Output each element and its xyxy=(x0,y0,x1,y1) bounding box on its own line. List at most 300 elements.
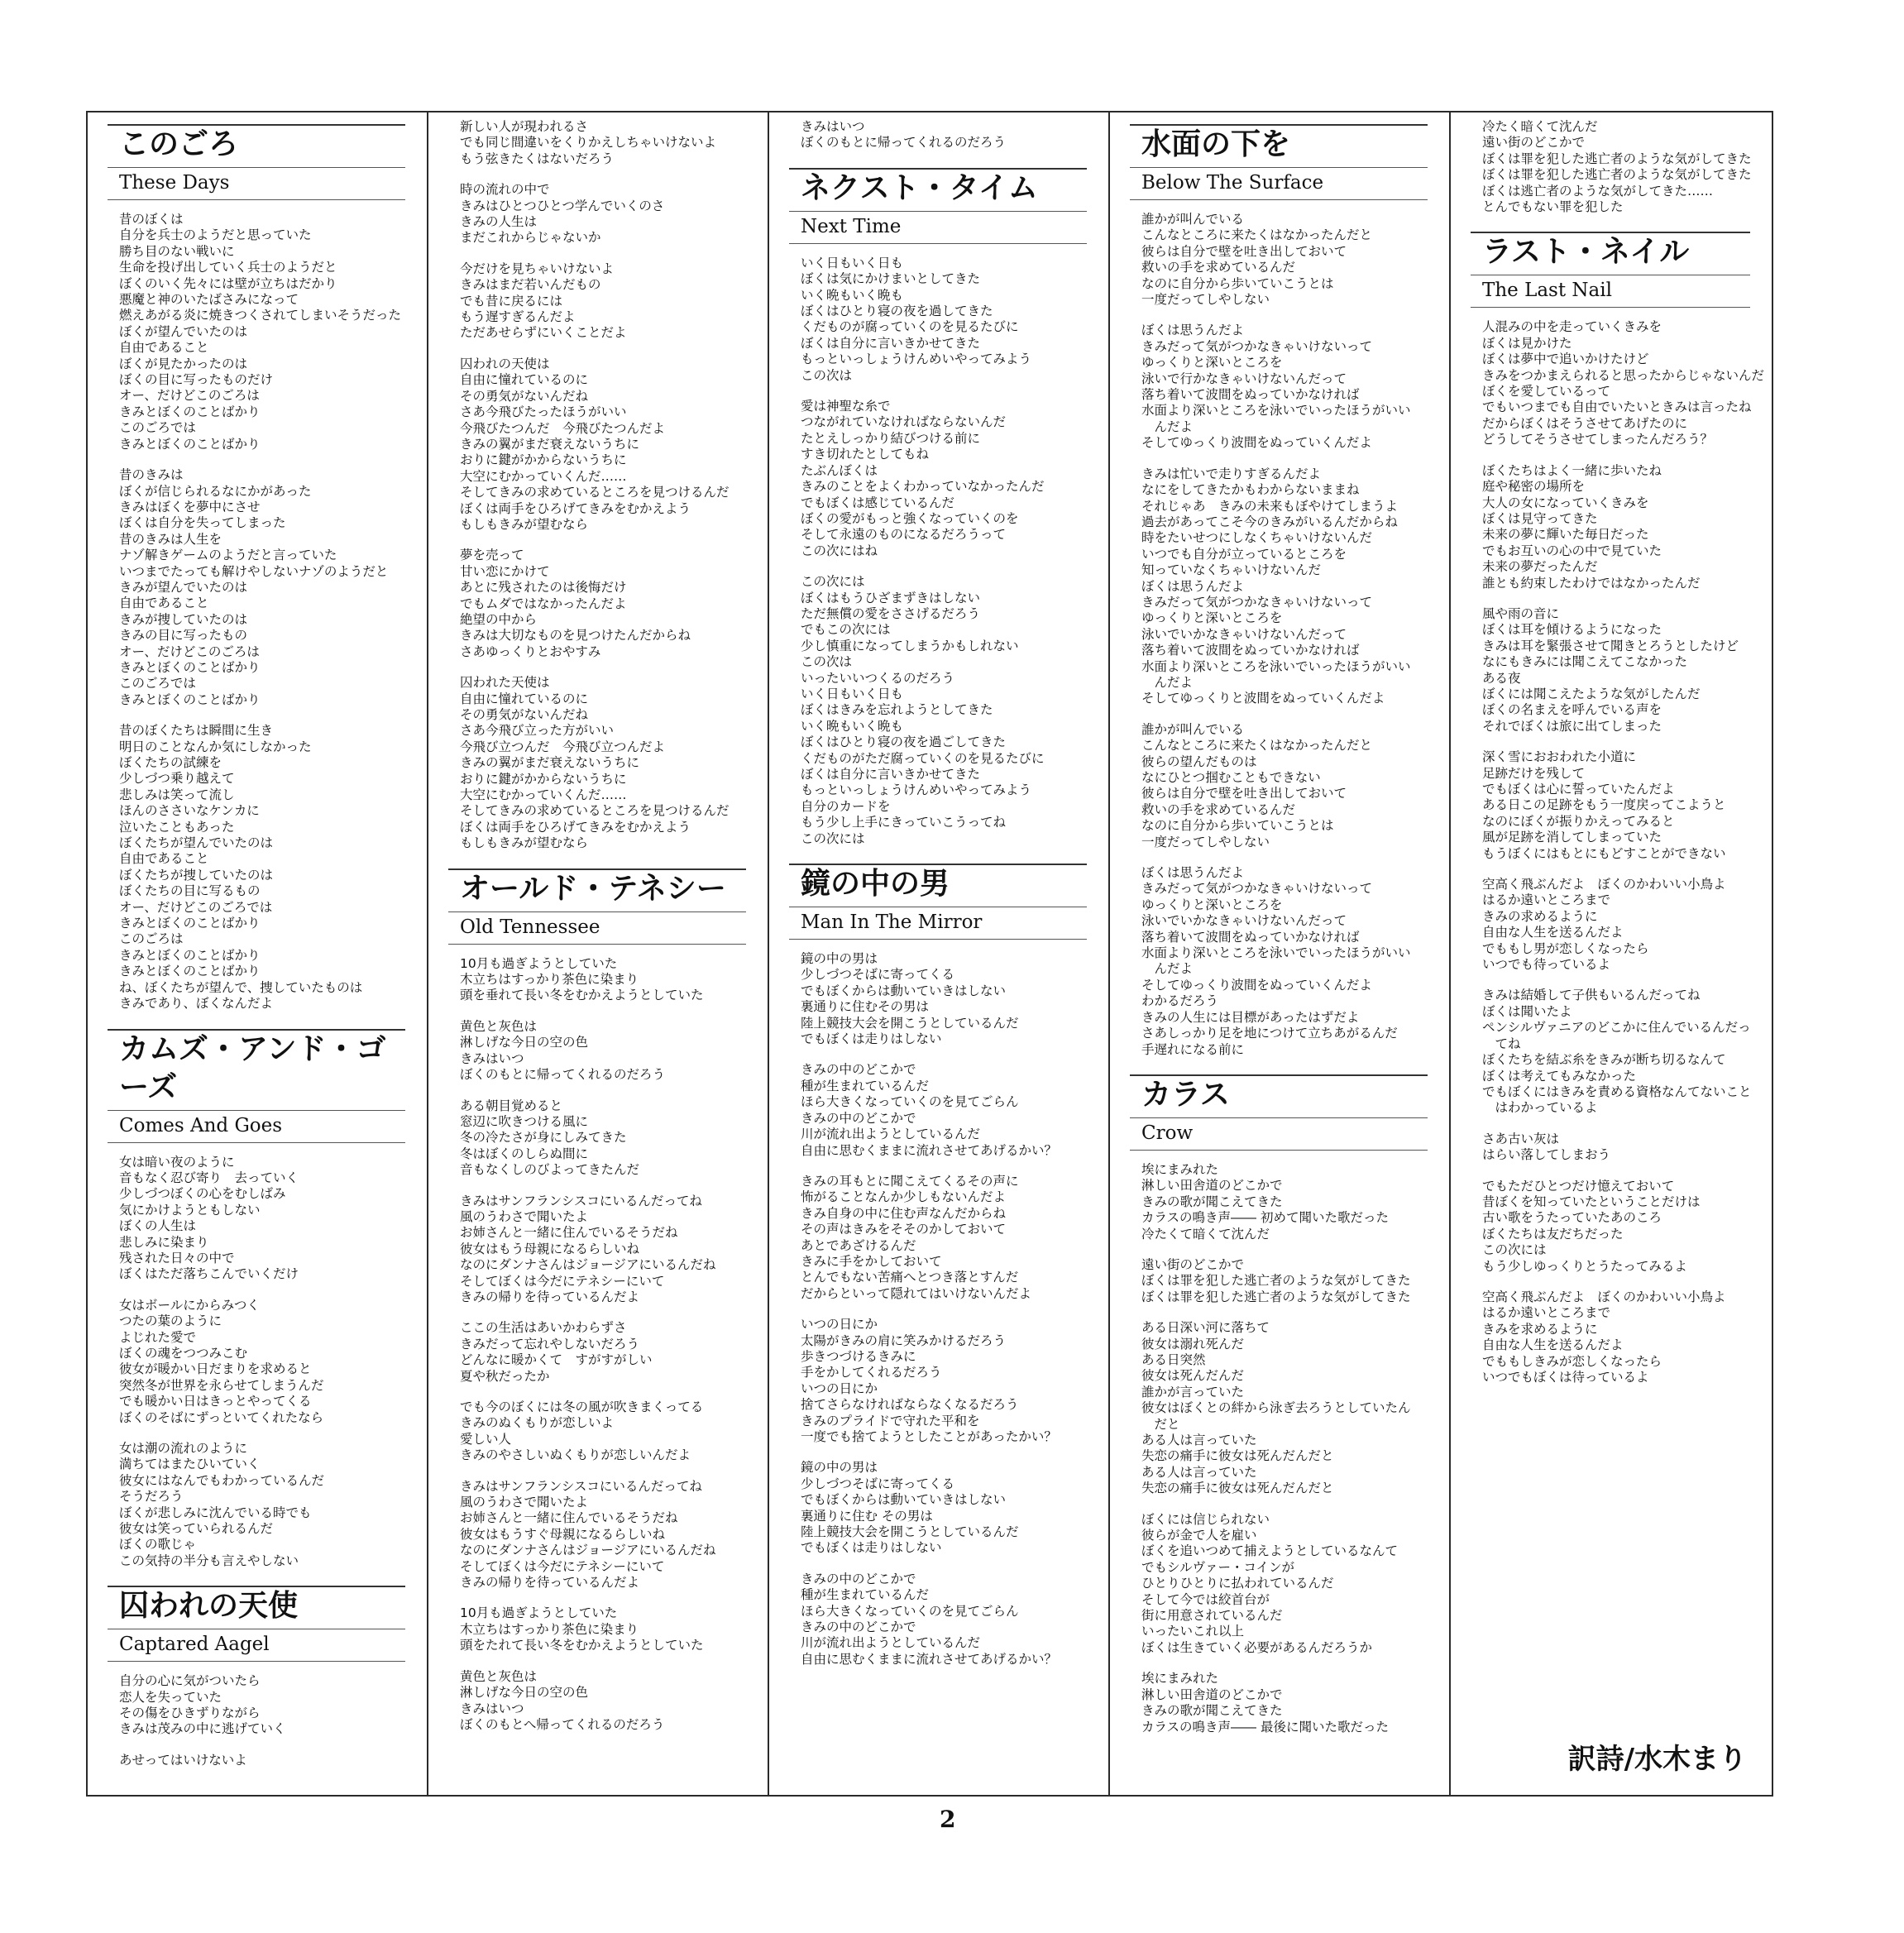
lyric-line: 淋しげな今日の空の色 xyxy=(460,1685,589,1701)
lyric-line: でもお互いの心の中で見ていた xyxy=(1482,543,1662,558)
lyric-line: 手遅れになる前に xyxy=(1141,1041,1245,1057)
lyric-line: でもシルヴァー・コインが xyxy=(1141,1559,1294,1575)
lyric-line: ぼくたちの試練を xyxy=(119,755,222,770)
lyric-line: 自分を兵士のようだと思っていた xyxy=(119,227,312,243)
lyric-line: 木立ちはすっかり茶色に染まり xyxy=(460,972,639,988)
lyric-line: きみの中のどこかで xyxy=(801,1620,916,1635)
lyric-line: ただあせらずにいくことだよ xyxy=(460,325,627,341)
lyric-line: とんでもない罪を犯した xyxy=(1482,199,1624,215)
lyric-line: その声はきみをそそのかしておいて xyxy=(801,1222,1007,1237)
verse xyxy=(119,1155,405,1283)
lyric-line: 泳いでいかなきゃいけないんだって xyxy=(1141,913,1347,929)
lyric-line: ぼくの名まえを呼んでいる声を xyxy=(1482,702,1662,718)
lyric-line: ある人は言っていた xyxy=(1141,1433,1257,1447)
lyric-line: 愛は神聖な糸で xyxy=(801,399,891,414)
lyric-line: ぼくはもうひざまずきはしない xyxy=(801,590,981,605)
lyric-line: 一度でも捨てようとしたことがあったかい？ xyxy=(801,1429,1057,1444)
lyric-line: 黄色と灰色は xyxy=(460,1668,538,1684)
lyric-line: ぼくが望んでいたのは xyxy=(119,323,248,339)
verse xyxy=(801,1062,1087,1158)
lyric-line: お姉さんと一緒に住んでいるそうだね xyxy=(460,1225,678,1241)
lyric-line: 自由に思むくままに流れさせてあげるかい？ xyxy=(801,1142,1058,1158)
lyric-line: いったいいつくるのだろう xyxy=(801,670,955,686)
lyric-line: その勇気がないんだね xyxy=(460,707,589,722)
lyric-line: そうだろう xyxy=(119,1489,184,1505)
lyric-line: きみの中のどこかで xyxy=(801,1062,916,1078)
lyric-line: なのにダンナさんはジョージアにいるんだね xyxy=(460,1257,716,1273)
verse xyxy=(460,956,746,1004)
lyric-line: ぼくは生きていく必要があるんだろうか xyxy=(1141,1639,1373,1655)
lyric-line: 残された日々の中で xyxy=(119,1250,235,1266)
lyric-line: 鏡の中の男は xyxy=(801,1460,878,1476)
lyric-line: ぼくは自分に言いきかせてきた xyxy=(801,767,981,782)
verse xyxy=(1141,323,1428,451)
lyric-line: そしてきみの求めているところを見つけるんだ xyxy=(460,485,730,500)
lyric-line: 種が生まれているんだ xyxy=(801,1078,930,1093)
lyric-line: きみは忙いで走りすぎるんだよ xyxy=(1141,466,1322,481)
lyric-line: 頭をたれて長い冬をむかえようとしていた xyxy=(460,1638,704,1653)
song-block xyxy=(448,868,746,1734)
song-title: オールド・テネシー xyxy=(448,868,746,911)
lyric-line: 手をかしてくれるだろう xyxy=(801,1365,942,1380)
lyric-line: ね、ぼくたちが望んで、捜していたものは xyxy=(119,979,363,995)
lyric-line: 落ち着いて波間をぬっていかなければ xyxy=(1141,387,1360,403)
lyric-line: きみはひとつひとつ学んでいくのさ xyxy=(460,198,665,213)
lyric-line: この次には xyxy=(1482,1242,1547,1258)
lyric-line: おりに鍵がかからないうちに xyxy=(460,452,627,468)
lyric-line: きみ自身の中に住む声なんだからね xyxy=(801,1205,1007,1221)
lyric-line: 自由な人生を送るんだよ xyxy=(1482,1337,1624,1353)
lyric-line: その傷をひきずりながら xyxy=(119,1706,261,1721)
lyric-line: 女は暗い夜のように xyxy=(119,1154,235,1170)
verse xyxy=(1482,119,1750,215)
lyric-line: 自由に憧れているのに xyxy=(460,372,589,388)
lyric-line: でも暖かい日はきっとやってくる xyxy=(119,1394,312,1409)
verse xyxy=(801,399,1087,559)
lyric-line: さあ今飛び立った方がいい xyxy=(460,723,615,739)
song-block xyxy=(108,124,405,1012)
lyric-line: 時の流れの中で xyxy=(460,182,550,198)
song-title: ラスト・ネイル xyxy=(1471,232,1750,275)
lyric-line: 夏や秋だったか xyxy=(460,1368,550,1384)
lyric-line: カラスの鳴き声―― 最後に聞いた歌だった xyxy=(1141,1719,1389,1734)
lyric-line: 自由に憧れているのに xyxy=(460,691,589,706)
lyric-line: 昔のぼくは xyxy=(119,212,184,227)
lyric-line: きみだって気がつかなきゃいけないって xyxy=(1141,338,1373,354)
lyrics-column xyxy=(428,112,769,1795)
song-title: カラス xyxy=(1130,1074,1428,1117)
verse xyxy=(460,261,746,342)
lyric-line: おりに鍵がかからないうちに xyxy=(460,771,627,787)
lyric-line: ある夜 xyxy=(1482,670,1521,686)
lyric-line: 自由であること xyxy=(119,596,209,611)
lyric-line: 淋しい田舎道のどこかで xyxy=(1141,1178,1283,1194)
lyric-line: 風が足跡を消してしまっていた xyxy=(1482,830,1662,845)
verse xyxy=(1141,1320,1428,1496)
song-english-title: Old Tennessee xyxy=(448,911,746,945)
lyric-line: きみとぼくのことばかり xyxy=(119,964,261,979)
lyric-line: 彼女はもうすぐ母親になるらしいね xyxy=(460,1526,666,1542)
lyric-line: それじゃあ きみの未来もぼやけてしまうよ xyxy=(1141,498,1399,514)
verse xyxy=(460,1019,746,1084)
lyric-line: ぼくたちを結ぶ糸をきみが断ち切るなんて xyxy=(1482,1052,1726,1068)
lyric-line: 冷たくて暗くて沈んだ xyxy=(1141,1226,1270,1242)
lyric-line: こんなところに来たくはなかったんだと xyxy=(1141,738,1373,754)
song-english-title: Man In The Mirror xyxy=(789,907,1087,940)
lyric-line: でもこの次には xyxy=(801,622,891,638)
lyric-line: ぼくたちの目に写るもの xyxy=(119,883,261,899)
lyric-line: きみとぼくのことばかり xyxy=(119,404,261,419)
song-english-title: Crow xyxy=(1130,1117,1428,1151)
lyric-line: 人混みの中を走っていくきみを xyxy=(1482,319,1662,335)
lyric-line: 誰かが叫んでいる xyxy=(1141,212,1245,227)
lyric-line: ぼくは罪を犯した逃亡者のような気がしてきた xyxy=(1141,1273,1411,1289)
lyric-line: 知っていなくちゃいけないんだ xyxy=(1141,562,1322,578)
lyric-line: きみとぼくのことばかり xyxy=(119,436,261,452)
lyric-line: つたの葉のように xyxy=(119,1313,222,1329)
lyric-line: きみであり、ぼくなんだよ xyxy=(119,996,274,1012)
lyric-line: ペンシルヴァニアのどこかに住んでいるんだっ xyxy=(1482,1020,1751,1036)
lyric-line: ただ無償の愛をささげるだろう xyxy=(801,605,981,621)
lyric-line: そして今では絞首台が xyxy=(1141,1591,1270,1607)
lyric-line: 窓辺に吹きつける風に xyxy=(460,1113,589,1129)
lyric-line: 彼らは自分で壁を吐き出しておいて xyxy=(1141,243,1347,259)
lyric-line: あとであざけるんだ xyxy=(801,1237,916,1253)
lyric-line: 鏡の中の男は xyxy=(801,951,878,967)
lyric-line: 大空にむかっていくんだ…… xyxy=(460,787,627,803)
song-english-title: The Last Nail xyxy=(1471,275,1750,308)
verse xyxy=(1482,1132,1750,1164)
verse xyxy=(460,356,746,533)
lyric-line: いく晩もいく晩も xyxy=(801,287,904,303)
lyrics-column xyxy=(88,112,428,1795)
lyric-line: ゆっくりと深いところを xyxy=(1141,897,1283,912)
lyric-line: 救いの手を求めているんだ xyxy=(1141,260,1296,275)
lyric-line: そしてゆっくり波間をぬっていくんだよ xyxy=(1141,977,1372,993)
lyric-line: きみはいつ xyxy=(801,119,865,134)
lyric-line: きみの帰りを待っているんだよ xyxy=(460,1289,640,1304)
verse xyxy=(801,1460,1087,1556)
lyric-line: このごろでは xyxy=(119,676,196,691)
lyric-line: きみの中のどこかで xyxy=(801,1571,916,1586)
lyric-line: 遠い街のどこかで xyxy=(1482,135,1586,151)
lyric-line: でもぼくは走りはしない xyxy=(801,1031,942,1047)
lyric-line: きみの翼がまだ衰えないうちに xyxy=(460,436,640,452)
song-block xyxy=(108,1586,405,1768)
lyric-line: 黄色と灰色は xyxy=(460,1018,538,1034)
lyric-line: ある日突然 xyxy=(1141,1352,1206,1367)
lyric-line: 10月も過ぎようとしていた xyxy=(460,1605,618,1621)
lyric-line: きみの歌が聞こえてきた xyxy=(1141,1194,1283,1209)
lyric-line: オー、だけどこのごろは xyxy=(119,388,260,404)
lyric-line: ぼくは耳を傾けるようになった xyxy=(1482,622,1662,638)
verse xyxy=(1141,1257,1428,1305)
lyric-line: ぼくはただ落ちこんでいくだけ xyxy=(119,1266,299,1282)
lyric-line: 自由な人生を送るんだよ xyxy=(1482,925,1624,940)
lyric-line: この次は xyxy=(801,367,853,383)
lyric-line: ある人は言っていた xyxy=(1141,1464,1257,1480)
lyric-line: 絶望の中から xyxy=(460,611,538,627)
lyric-line: ぼくの歌じゃ xyxy=(119,1537,197,1553)
lyric-line: もう遅すぎるんだよ xyxy=(460,309,576,325)
lyric-line: ここの生活はあいかわらずさ xyxy=(460,1320,627,1336)
lyric-line: ぼくは両手をひろげてきみをむかえよう xyxy=(460,500,691,516)
lyric-line: 川が流れ出ようとしているんだ xyxy=(801,1127,981,1142)
lyric-line: でも今のぼくには冬の風が吹きまくってる xyxy=(460,1400,704,1414)
lyric-line: きみの翼がまだ衰えないうちに xyxy=(460,755,640,771)
verse xyxy=(119,1298,405,1426)
lyric-line: きみの人生には目標があったはずだよ xyxy=(1141,1009,1360,1025)
lyric-line: 悲しみに染まり xyxy=(119,1234,209,1250)
lyric-line: 一度だってしやしない xyxy=(1141,292,1270,308)
lyric-line: 風のうわさで聞いたよ xyxy=(460,1495,589,1510)
lyric-line: ほんのささいなケンカに xyxy=(119,803,260,819)
lyric-line: ぼくはひとり寝の夜を過してきた xyxy=(801,304,993,319)
lyric-line: でもいつまでも自由でいたいときみは言ったね xyxy=(1482,400,1752,415)
song-block xyxy=(789,168,1087,847)
lyric-line: ある日この足跡をもう一度戻ってこようと xyxy=(1482,797,1726,813)
lyric-line: 冬はぼくのしらぬ間に xyxy=(460,1146,589,1161)
lyric-line: 10月も過ぎようとしていた xyxy=(460,955,618,971)
lyric-line: 大空にむかっていくんだ…… xyxy=(460,468,627,484)
lyric-line: 木立ちはすっかり茶色に染まり xyxy=(460,1621,639,1637)
lyric-line: 失恋の痛手に彼女は死んだんだと xyxy=(1141,1481,1334,1496)
lyric-line: きみとぼくのことばかり xyxy=(119,691,261,707)
lyric-line: 音もなく忍び寄り 去っていく xyxy=(119,1170,299,1185)
lyric-line: 気にかけようともしない xyxy=(119,1202,261,1218)
lyric-line: さあしっかり足を地につけて立ちあがるんだ xyxy=(1141,1026,1398,1041)
lyric-line: ぼくは罪を犯した逃亡者のような気がしてきた xyxy=(1482,151,1752,166)
lyric-line: 自由に思むくままに流れさせてあげるかい？ xyxy=(801,1651,1058,1667)
lyric-line: 愛しい人 xyxy=(460,1431,512,1447)
lyric-line: はらい落してしまおう xyxy=(1482,1147,1611,1163)
lyric-line: ぼくはひとり寝の夜を過ごしてきた xyxy=(801,734,1007,750)
lyric-line: 彼らの望んだものは xyxy=(1141,754,1257,769)
lyric-line: きみの歌が聞こえてきた xyxy=(1141,1703,1283,1719)
lyric-line: この次には xyxy=(801,830,865,846)
lyric-line: はるか遠いところまで xyxy=(1482,892,1611,908)
lyric-line: ゆっくりと深いところを xyxy=(1141,355,1283,371)
verse xyxy=(1141,722,1428,850)
lyric-line: 少しづつそばに寄ってくる xyxy=(801,967,955,983)
lyric-line: きみの求めるように xyxy=(1482,908,1598,924)
lyric-line: ぼくは思うんだよ xyxy=(1141,323,1245,338)
lyric-line: 昔ぼくを知っていたということだけは xyxy=(1482,1194,1701,1209)
verse xyxy=(801,574,1087,847)
lyric-line: いつの日にか xyxy=(801,1380,878,1396)
lyric-line: ナゾ解きゲームのようだと言っていた xyxy=(119,548,337,563)
lyric-line: 囚われた天使は xyxy=(460,675,550,691)
lyric-line: きみの目に写ったもの xyxy=(119,628,248,644)
lyric-line: いく晩もいく晩も xyxy=(801,718,904,734)
lyric-line: そしてゆっくり波間をぬっていくんだよ xyxy=(1141,435,1372,451)
lyric-line: 未来の夢だったんだ xyxy=(1482,559,1598,575)
verse xyxy=(1141,212,1428,308)
lyric-line: 新しい人が現われるさ xyxy=(460,119,589,134)
lyric-line: ぼくは思うんだよ xyxy=(1141,578,1245,594)
verse xyxy=(460,675,746,851)
lyric-line: そしてぼくは今だにテネシーにいて xyxy=(460,1558,665,1574)
verse xyxy=(119,723,405,1012)
lyric-line: この次にはね xyxy=(801,543,878,558)
lyric-line: お姉さんと一緒に住んでいるそうだね xyxy=(460,1510,678,1526)
lyric-line: きみの耳もとに聞こえてくるその声に xyxy=(801,1173,1019,1189)
lyric-line: カラスの鳴き声―― 初めて聞いた歌だった xyxy=(1141,1210,1389,1226)
lyric-line: 彼女は溺れ死んだ xyxy=(1141,1336,1245,1352)
verse xyxy=(460,548,746,660)
lyric-line: くだものが腐っていくのを見るたびに xyxy=(801,319,1019,335)
song-block xyxy=(1471,232,1765,1385)
lyric-line: 川が流れ出ようとしているんだ xyxy=(801,1635,981,1651)
lyric-line: 明日のことなんか気にしなかった xyxy=(119,739,312,754)
verse xyxy=(460,182,746,246)
lyric-line: オー、だけどこのごろは xyxy=(119,644,260,659)
verse xyxy=(1482,1179,1750,1275)
lyric-line: 冬の冷たさが身にしみてきた xyxy=(460,1130,627,1146)
lyric-line: まだこれからじゃないか xyxy=(460,230,601,246)
lyric-line: 陸上競技大会を開こうとしているんだ xyxy=(801,1015,1019,1031)
lyric-line: でもぼくからは動いていきはしない xyxy=(801,1492,1007,1508)
lyric-line: もしもきみが望むなら xyxy=(460,835,589,851)
lyric-line: 救いの手を求めているんだ xyxy=(1141,801,1296,817)
lyric-line: くだものがただ腐っていくのを見るたびに xyxy=(801,750,1045,766)
lyric-line: 女はボールにからみつく xyxy=(119,1297,260,1313)
lyric-line: なにもきみには聞こえてこなかった xyxy=(1482,654,1688,670)
lyric-line: きみとぼくのことばかり xyxy=(119,947,261,963)
lyric-line: 音もなくしのびよってきたんだ xyxy=(460,1162,640,1178)
lyric-line: きみはいつ xyxy=(460,1701,524,1716)
lyric-line: あせってはいけないよ xyxy=(119,1752,247,1768)
lyric-line: んだよ xyxy=(1141,419,1194,434)
lyric-line: この気持の半分も言えやしない xyxy=(119,1553,299,1568)
lyric-line: あとに残されたのは後悔だけ xyxy=(460,580,627,596)
lyric-line: もうぼくにはもとにもどすことができない xyxy=(1482,845,1726,861)
verse xyxy=(119,1441,405,1569)
song-title: 水面の下を xyxy=(1130,124,1428,167)
verse xyxy=(801,256,1087,384)
lyric-line: このごろでは xyxy=(119,420,196,436)
lyric-line: 昔のきみは xyxy=(119,467,184,483)
lyric-line: きみだって気がつかなきゃいけないって xyxy=(1141,881,1373,897)
lyric-line: その勇気がないんだね xyxy=(460,388,589,404)
lyric-line: 裏通りに住む その男は xyxy=(801,1508,933,1524)
lyric-line: きみのぬくもりが恋しいよ xyxy=(460,1415,615,1431)
lyric-line: きみが捜していたのは xyxy=(119,611,248,627)
lyric-line: きみの中のどこかで xyxy=(801,1110,916,1126)
lyric-line: ぼくは気にかけまいとしてきた xyxy=(801,271,981,287)
lyric-line: もっといっしょうけんめいやってみよう xyxy=(801,352,1032,367)
lyric-line: 彼女が暖かい日だまりを求めると xyxy=(119,1361,312,1377)
lyric-line: なのにダンナさんはジョージアにいるんだね xyxy=(460,1543,716,1558)
lyric-line: んだよ xyxy=(1141,961,1194,977)
lyric-line: 街に用意されているんだ xyxy=(1141,1608,1283,1624)
lyric-line: ぼくは見守ってきた xyxy=(1482,510,1598,526)
lyric-line: 遠い街のどこかで xyxy=(1141,1256,1245,1272)
lyric-line: 空高く飛ぶんだよ ぼくのかわいい小鳥よ xyxy=(1482,1289,1726,1304)
verse xyxy=(801,951,1087,1047)
verse xyxy=(1482,319,1765,447)
lyric-line: どんなに暖かくて すがすがしい xyxy=(460,1352,653,1368)
song-block xyxy=(108,1029,405,1570)
lyric-line: 彼女は笑っていられるんだ xyxy=(119,1521,274,1537)
song-english-title: Below The Surface xyxy=(1130,167,1428,200)
lyric-line: 冷たく暗くて沈んだ xyxy=(1482,119,1598,134)
verse xyxy=(119,467,405,708)
verse xyxy=(801,1572,1087,1667)
lyric-line: 怖がることなんか少しもないんだよ xyxy=(801,1189,1007,1205)
lyric-line: こんなところに来たくはなかったんだと xyxy=(1141,227,1373,243)
lyric-line: どうしてそうさせてしまったんだろう？ xyxy=(1482,432,1714,447)
lyric-line: 誰かが言っていた xyxy=(1141,1384,1245,1400)
lyric-line: 太陽がきみの肩に笑みかけるだろう xyxy=(801,1333,1007,1348)
lyric-line: さあ古い灰は xyxy=(1482,1131,1560,1146)
lyric-line: ぼくは自分を失ってしまった xyxy=(119,515,286,531)
lyric-line: 誰とも約束したわけではなかったんだ xyxy=(1482,575,1701,591)
lyric-line: ぼくは見かけた xyxy=(1482,335,1572,351)
lyric-line: でももしきみが恋しくなったら xyxy=(1482,1353,1662,1369)
lyric-line: きみが望んでいたのは xyxy=(119,579,248,595)
song-continuation xyxy=(1471,119,1750,215)
lyric-line: てね xyxy=(1482,1036,1521,1051)
lyrics-column xyxy=(1451,112,1772,1795)
verse xyxy=(1141,467,1428,707)
lyric-line: でもぼくからは動いていきはしない xyxy=(801,983,1007,998)
lyric-line: もう少しゆっくりとうたってみるよ xyxy=(1482,1258,1687,1274)
lyric-line: 満ちてはまたひいていく xyxy=(119,1457,261,1472)
lyric-line: きみを求めるように xyxy=(1482,1321,1598,1337)
lyric-line: きみは茂みの中に逃げていく xyxy=(119,1721,286,1737)
lyric-line: きみは耳を緊張させて聞きとろうとしたけど xyxy=(1482,638,1739,653)
lyric-line: ほら大きくなっていくのを見てごらん xyxy=(801,1094,1019,1110)
lyric-line: ぼくを愛しているって xyxy=(1482,384,1611,400)
lyric-line: ある日深い河に落ちて xyxy=(1141,1320,1270,1336)
lyric-line: ひとりひとりに払われているんだ xyxy=(1141,1576,1334,1591)
lyric-line: 風や雨の音に xyxy=(1482,605,1560,621)
lyric-line: 彼女はもう母親になるらしいね xyxy=(460,1241,640,1256)
lyric-line: ぼくのいく先々には壁が立ちはだかり xyxy=(119,275,337,291)
song-continuation xyxy=(789,119,1087,151)
verse xyxy=(460,1669,746,1734)
lyric-line: 自由であること xyxy=(119,851,209,867)
lyric-line: 歩きつづけるきみに xyxy=(801,1348,916,1364)
lyric-line: ぼくには聞こえたような気がしたんだ xyxy=(1482,686,1701,701)
lyric-line: 水面より深いところを泳いでいったほうがいい xyxy=(1141,945,1411,961)
lyric-line: ぼくには信じられない xyxy=(1141,1511,1270,1527)
lyric-line: よじれた愛で xyxy=(119,1329,197,1345)
lyric-line: いったいこれ以上 xyxy=(1141,1624,1245,1639)
lyric-line: 彼らが金で人を雇い xyxy=(1141,1528,1257,1543)
lyric-line: いつでも待っているよ xyxy=(1482,957,1611,973)
lyric-line: オー、だけどこのごろでは xyxy=(119,899,273,915)
lyric-line: 少しづつそばに寄ってくる xyxy=(801,1476,955,1491)
lyric-line: たぶんぼくは xyxy=(801,462,878,478)
lyric-line: ぼくの魂をつつみこむ xyxy=(119,1345,248,1361)
lyric-line: ぼくが信じられるなにかがあった xyxy=(119,483,312,499)
lyric-line: 少しづつぼくの心をむしばみ xyxy=(119,1186,286,1202)
lyric-line: 埃にまみれた xyxy=(1141,1671,1219,1687)
lyric-line: 彼女にはなんでもわかっているんだ xyxy=(119,1472,325,1488)
lyric-line: 庭や秘密の場所を xyxy=(1482,479,1586,495)
lyric-line: ぼくのもとへ帰ってくれるのだろう xyxy=(460,1716,665,1732)
lyric-line: 捨てさらなければならなくなるだろう xyxy=(801,1397,1019,1413)
song-english-title: These Days xyxy=(108,167,405,200)
lyric-line: 今飛びたつんだ 今飛びたつんだよ xyxy=(460,420,666,436)
lyric-line: ぼくたちはよく一緒に歩いたね xyxy=(1482,462,1662,478)
verse xyxy=(1141,1162,1428,1242)
lyric-line: 泣いたこともあった xyxy=(119,819,235,835)
lyric-line: きみの帰りを待っているんだよ xyxy=(460,1575,640,1591)
lyric-line: きみは大切なものを見つけたんだからね xyxy=(460,628,691,644)
